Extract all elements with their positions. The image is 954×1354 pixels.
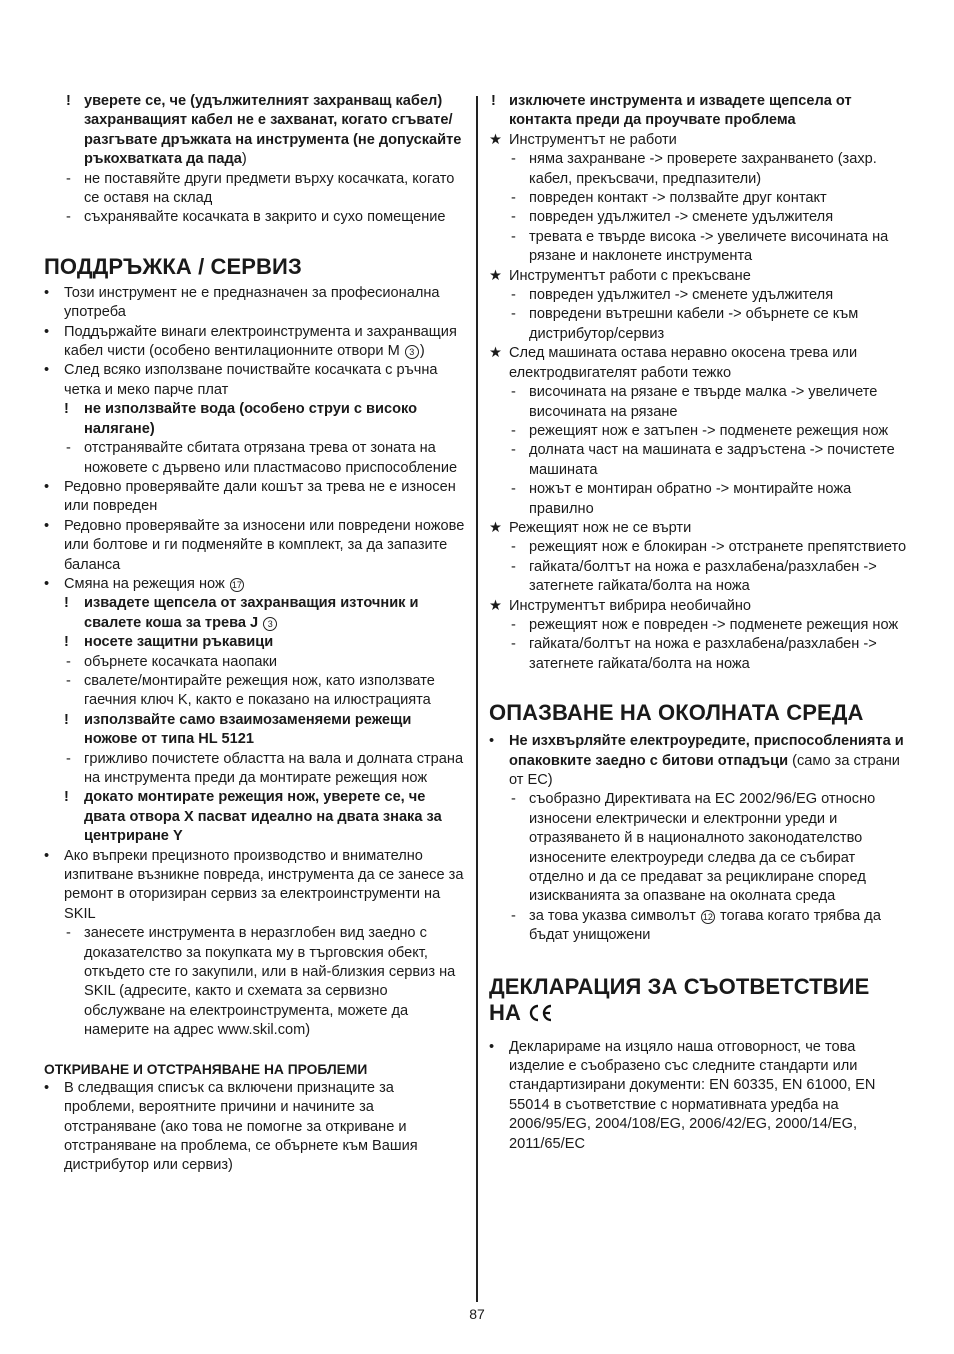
bullet-marker: • xyxy=(44,575,50,592)
troubleshooting-heading: ОТКРИВАНЕ И ОТСТРАНЯВАНЕ НА ПРОБЛЕМИ xyxy=(44,1061,368,1077)
remedy-item xyxy=(489,616,913,635)
bullet-item xyxy=(489,732,913,790)
warning-marker: ! xyxy=(491,93,496,109)
warning-item xyxy=(44,633,466,652)
dash-marker: - xyxy=(66,672,71,689)
bullet-text: Поддържайте винаги електроинструмента и захранващия кабел чисти (особено вентилационните отвори M xyxy=(64,323,457,360)
dash-text: съобразно Директивата на ЕС 2002/96/EG относно износени електрически и електронни уреди и отразяването й в националното законодателство износените електроуреди следва да се събират отделно и да се предават за рециклиране според изискванията за опазване на околната среда xyxy=(529,791,876,905)
star-marker: ★ xyxy=(489,597,503,614)
star-marker: ★ xyxy=(489,267,503,284)
dash-marker: - xyxy=(511,151,516,168)
problem-item xyxy=(489,519,913,538)
warning-text: изключете инструмента и извадете щепсела от контакта преди да проучвате проблема xyxy=(509,93,852,129)
warning-marker: ! xyxy=(64,634,69,651)
dash-item xyxy=(44,170,466,209)
bullet-item xyxy=(44,361,466,400)
warning-item xyxy=(44,400,466,439)
remedy-text: повреден контакт -> ползвайте друг контакт xyxy=(529,190,827,207)
dash-marker: - xyxy=(511,384,516,401)
bullet-item xyxy=(44,1079,466,1176)
problem-title: Инструментът вибрира необичайно xyxy=(509,597,752,614)
remedy-text: режещият нож е блокиран -> отстранете препятствието xyxy=(529,539,907,556)
remedy-item xyxy=(489,208,913,227)
dash-marker: - xyxy=(511,636,516,653)
star-marker: ★ xyxy=(489,345,503,362)
bullet-tail: (само за страни от ЕС) xyxy=(509,752,900,788)
bullet-item xyxy=(44,323,466,362)
dash-item xyxy=(44,750,466,789)
bullet-text: След всяко използване почиствайте косачката с ръчна четка и меко парче плат xyxy=(64,362,438,398)
page-number: 87 xyxy=(469,1306,485,1322)
warning-tail: ) xyxy=(241,151,247,168)
warning-marker: ! xyxy=(64,595,69,612)
dash-text: грижливо почистете областта на вала и долната страна на инструмента преди да монтирате режещия нож xyxy=(84,750,464,786)
left-column xyxy=(44,92,466,1176)
declaration-heading xyxy=(489,974,913,1028)
remedy-item xyxy=(489,189,913,208)
remedy-text: няма захранване -> проверете захранването (захр. кабел, прекъсвачи, предпазители) xyxy=(529,151,877,187)
dash-text: не поставяйте други предмети върху косачката, когато се оставя на склад xyxy=(84,170,455,207)
dash-marker: - xyxy=(511,228,516,245)
remedy-text: долната част на машината е задръстена -> почистете машината xyxy=(529,442,895,478)
bullet-marker: • xyxy=(44,284,50,301)
problem-title: Инструментът не работи xyxy=(509,131,677,148)
dash-marker: - xyxy=(511,616,516,633)
dash-marker: - xyxy=(511,442,516,459)
dash-item xyxy=(489,790,913,906)
warning-marker: ! xyxy=(64,401,69,418)
bullet-text: В следващия списък са включени признаците за проблеми, вероятните причини и начините за отстраняване (ако това не помогне за откриване и отстраняване на проблема, се обърнете към Вашия дистрибутор или сервиз) xyxy=(64,1079,418,1174)
dash-marker: - xyxy=(66,170,71,187)
bullet-marker: • xyxy=(44,517,50,534)
dash-marker: - xyxy=(511,481,516,498)
dash-marker: - xyxy=(511,907,516,924)
warning-item xyxy=(44,788,466,846)
warning-text: уверете се, че (удължителният захранващ кабел) захранващият кабел не е захванат, когато сгъвате/разгъвате дръжката на инструмента (не допускайте ръкохватката да пада xyxy=(84,93,462,168)
dash-marker: - xyxy=(511,190,516,207)
dash-item xyxy=(44,439,466,478)
problem-item xyxy=(489,267,913,286)
bullet-text: Декларираме на изцяло наша отговорност, че това изделие е съобразено със следните стандарти или стандартизирани документи: EN 60335, EN 61000, EN 55014 в съответствие с нормативната уредба на 2006/95/EG, 2004/108/EG, 2006/42/EG, 2000/14/EG, 2011/65/EC xyxy=(509,1038,876,1152)
bullet-item xyxy=(489,1038,913,1154)
dash-marker: - xyxy=(66,209,71,226)
remedy-item xyxy=(489,635,913,674)
warning-marker: ! xyxy=(64,711,69,728)
remedy-item xyxy=(489,558,913,597)
warning-item xyxy=(44,594,466,633)
dash-marker: - xyxy=(511,306,516,323)
dash-marker: - xyxy=(66,440,71,457)
warning-text: не използвайте вода (особено струи с високо налягане) xyxy=(84,401,418,437)
remedy-text: височината на рязане е твърде малка -> увеличете височината на рязане xyxy=(529,384,878,420)
dash-marker: - xyxy=(511,558,516,575)
dash-marker: - xyxy=(511,209,516,226)
bullet-marker: • xyxy=(44,478,50,495)
remedy-item xyxy=(489,422,913,441)
dash-marker: - xyxy=(511,287,516,304)
bullet-text: Не изхвърляйте електроуредите, приспособленията и опаковките заедно с битови отпадъци xyxy=(509,733,904,769)
dash-item xyxy=(44,653,466,672)
remedy-text: гайката/болтът на ножа е разхлабена/разхлабен -> затегнете гайката/болта на ножа xyxy=(529,636,877,672)
bullet-item xyxy=(44,847,466,925)
warning-text: носете защитни ръкавици xyxy=(84,634,274,651)
bullet-marker: • xyxy=(44,847,50,864)
declaration-heading-line1: ДЕКЛАРАЦИЯ ЗА СЪОТВЕТСТВИЕ xyxy=(489,973,870,999)
bullet-text: Ако въпреки прецизното производство и внимателно изпитване възникне повреда, инструмента да се занесе за ремонт в оторизиран сервиз за електроинструменти на SKIL xyxy=(64,847,464,922)
figure-ref: 12 xyxy=(702,911,713,922)
warning-item xyxy=(44,92,466,170)
bullet-item xyxy=(44,517,466,575)
remedy-text: повреден удължител -> сменете удължителя xyxy=(529,209,834,226)
dash-text: обърнете косачката наопаки xyxy=(84,653,278,670)
dash-marker: - xyxy=(511,539,516,556)
bullet-item xyxy=(44,575,466,594)
star-marker: ★ xyxy=(489,519,503,536)
dash-text: отстранявайте сбитата отрязана трева от зоната на ножовете с дървено или пластмасово приспособление xyxy=(84,440,458,476)
dash-text: занесете инструмента в неразглобен вид заедно с доказателство за покупката му в търговския обект, откъдето сте го закупили, или в най-близкия сервиз на SKIL (адресите, както и схемата за сервизно обслужване на електроинструмента, можете да намерите на адрес www.skil.com) xyxy=(84,925,456,1039)
problem-item xyxy=(489,344,913,383)
bullet-text: Редовно проверявайте дали кошът за трева не е износен или повреден xyxy=(64,478,456,515)
remedy-text: режещият нож е повреден -> подменете режещия нож xyxy=(529,616,899,633)
problem-title: Инструментът работи с прекъсване xyxy=(509,267,751,284)
warning-text: докато монтирате режещия нож, уверете се, че двата отвора X пасват идеално на двата знака за центриране Y xyxy=(84,789,442,845)
star-marker: ★ xyxy=(489,131,503,148)
environment-heading: ОПАЗВАНЕ НА ОКОЛНАТА СРЕДА xyxy=(489,700,864,726)
ce-mark-icon xyxy=(527,1002,553,1028)
warning-item xyxy=(489,92,913,131)
dash-marker: - xyxy=(66,925,71,942)
dash-text: съхранявайте косачката в закрито и сухо помещение xyxy=(84,209,446,226)
bullet-item xyxy=(44,478,466,517)
bullet-item xyxy=(44,284,466,323)
bullet-marker: • xyxy=(489,733,495,750)
problem-title: Режещият нож не се върти xyxy=(509,519,692,536)
remedy-item xyxy=(489,150,913,189)
bullet-marker: • xyxy=(489,1038,495,1055)
bullet-marker: • xyxy=(44,1079,50,1096)
dash-text-tail: тогава когато трябва да бъдат унищожени xyxy=(529,907,881,944)
dash-marker: - xyxy=(66,653,71,670)
remedy-text: повредени вътрешни кабели -> обърнете се към дистрибутор/сервиз xyxy=(529,306,859,342)
remedy-item xyxy=(489,228,913,267)
remedy-item xyxy=(489,305,913,344)
warning-text: използвайте само взаимозаменяеми режещи ножове от типа HL 5121 xyxy=(84,711,412,748)
warning-marker: ! xyxy=(66,93,71,109)
bullet-text: Смяна на режещия нож xyxy=(64,575,225,592)
warning-item xyxy=(44,711,466,750)
problem-item xyxy=(489,597,913,616)
figure-ref: 3 xyxy=(405,345,419,359)
column-divider xyxy=(476,96,478,1302)
warning-marker: ! xyxy=(64,789,69,806)
remedy-text: гайката/болтът на ножа е разхлабена/разхлабен -> затегнете гайката/болта на ножа xyxy=(529,558,877,595)
dash-marker: - xyxy=(66,750,71,767)
declaration-heading-line2: НА xyxy=(489,999,521,1025)
remedy-text: повреден удължител -> сменете удължителя xyxy=(529,287,834,304)
bullet-tail: ) xyxy=(419,343,425,360)
dash-item xyxy=(489,907,913,946)
dash-item xyxy=(44,924,466,1040)
remedy-text: ножът е монтиран обратно -> монтирайте ножа правилно xyxy=(529,481,852,517)
bullet-text: Редовно проверявайте за износени или повредени ножове или болтове и ги подменяйте в комплект, за да запазите баланса xyxy=(64,517,465,573)
figure-ref: 3 xyxy=(263,617,277,631)
remedy-text: тревата е твърде висока -> увеличете височината на рязане и наклонете инструмента xyxy=(529,228,889,265)
remedy-item xyxy=(489,383,913,422)
right-column xyxy=(489,92,913,1154)
dash-marker: - xyxy=(511,422,516,439)
maintenance-heading: ПОДДРЪЖКА / СЕРВИЗ xyxy=(44,253,302,279)
figure-ref: 17 xyxy=(231,579,242,590)
problem-title: След машината остава неравно окосена трева или електродвигателят работи тежко xyxy=(509,345,858,381)
dash-marker: - xyxy=(511,791,516,808)
bullet-marker: • xyxy=(44,362,50,379)
dash-text: за това указва символът xyxy=(529,907,696,924)
remedy-item xyxy=(489,441,913,480)
remedy-item xyxy=(489,286,913,305)
dash-item xyxy=(44,672,466,711)
problem-list xyxy=(489,131,913,674)
remedy-item xyxy=(489,480,913,519)
dash-text: свалете/монтирайте режещия нож, като използвате гаечния ключ K, както е показано на илюстрацията xyxy=(84,672,435,709)
bullet-text: Този инструмент не е предназначен за професионална употреба xyxy=(64,284,440,321)
problem-item xyxy=(489,131,913,150)
warning-text: извадете щепсела от захранващия източник и свалете коша за трева J xyxy=(84,595,419,631)
remedy-text: режещият нож е затъпен -> подменете режещия нож xyxy=(529,422,889,439)
remedy-item xyxy=(489,538,913,557)
bullet-marker: • xyxy=(44,323,50,340)
dash-item xyxy=(44,208,466,227)
